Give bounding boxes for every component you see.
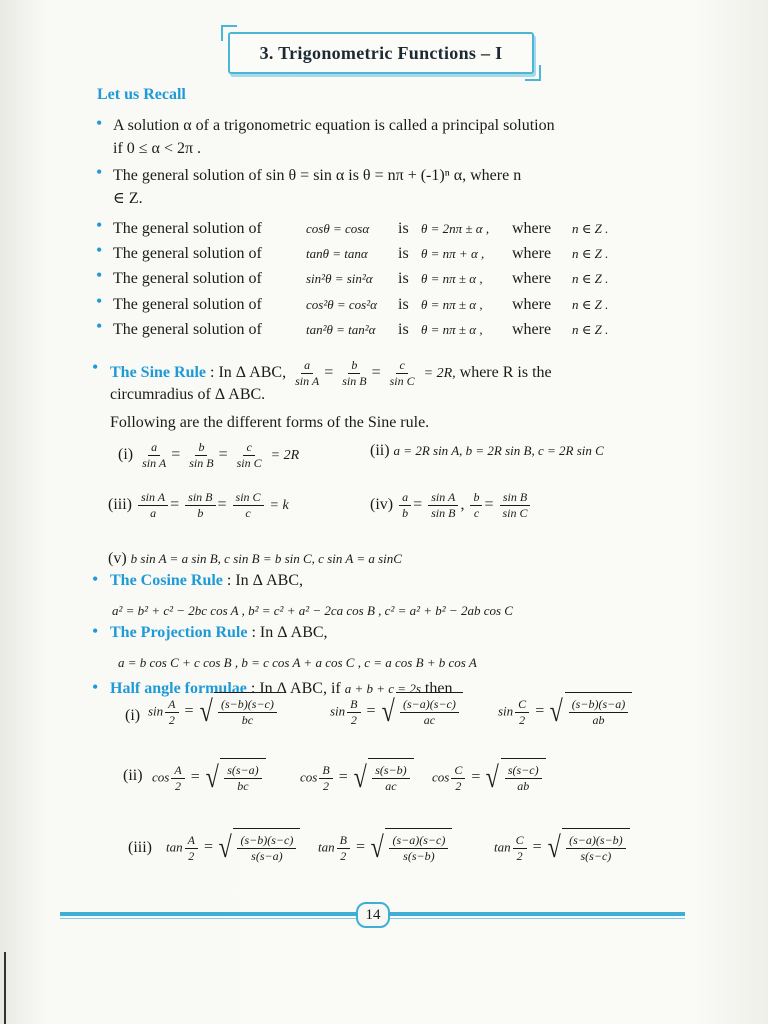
cosine-rule-term: The Cosine Rule xyxy=(110,572,223,589)
sine-form-iii: (iii) $\frac{\text{sin A}}{a}$ = $\frac{\text{sin B}}{b}$ = $\frac{\text{sin C}}{c}$ = k xyxy=(108,490,289,520)
half-angle-iii-formula: tan $\frac{A}{2}$ = √ $\frac{(s-b)(s-c)}{s(s-a)}$ xyxy=(166,828,300,868)
fraction: $\frac{\text{sin A}}{\text{sin B}}$ xyxy=(428,490,458,521)
sine-form-v: (v) b sin A = a sin B, c sin B = b sin C, c sin A = a sinC xyxy=(108,550,402,567)
general-solution-is: is xyxy=(398,220,409,237)
general-solution-equation: sin²θ = sin²α xyxy=(306,271,373,286)
square-root: √ $\frac{(s-a)(s-b)}{s(s-c)}$ xyxy=(546,828,630,868)
half-angle-iii-formula: tan $\frac{C}{2}$ = √ $\frac{(s-a)(s-b)}{s(s-c)}$ xyxy=(494,828,630,868)
fraction: $\frac{b}{\text{sin B}}$ xyxy=(342,358,367,388)
general-solution-is: is xyxy=(398,296,409,313)
fraction: $\frac{b}{\text{sin B}}$ xyxy=(189,440,214,470)
recall-principal-solution: A solution α of a trigonometric equation is called a principal solution xyxy=(113,117,555,134)
title-corner-ornament xyxy=(525,65,541,81)
recall-principal-range: if 0 ≤ α < 2π . xyxy=(113,140,202,157)
half-angle-label-iii: (iii) xyxy=(128,839,152,856)
title-corner-ornament xyxy=(221,25,237,41)
bullet-icon: • xyxy=(96,291,103,311)
sine-rule-rhs: = 2R, xyxy=(423,366,456,382)
general-solution-is: is xyxy=(398,245,409,262)
general-solution-where: where xyxy=(512,220,552,237)
fraction: $\frac{b}{c}$ xyxy=(470,490,482,521)
bullet-icon: • xyxy=(92,621,99,641)
sine-rule-term: The Sine Rule xyxy=(110,364,207,382)
bullet-icon: • xyxy=(96,113,103,133)
sine-form-i: (i) $\frac{a}{\text{sin A}}$ = $\frac{b}{\text{sin B}}$ = $\frac{c}{\text{sin C}}$ = 2R xyxy=(118,440,300,470)
general-solution-value: θ = nπ + α , xyxy=(421,246,485,261)
general-solution-lead: The general solution of xyxy=(113,220,262,237)
general-solution-equation: cosθ = cosα xyxy=(306,221,370,236)
fraction: $\frac{a}{\text{sin A}}$ xyxy=(295,358,320,388)
half-angle-i-formula: sin $\frac{A}{2}$ = √ $\frac{(s-b)(s-c)}{bc}$ xyxy=(148,692,281,732)
cosine-rule-formula: a² = b² + c² − 2bc cos A , b² = c² + a² − 2ca cos B , c² = a² + b² − 2ab cos C xyxy=(112,603,513,618)
general-solution-value: θ = nπ ± α , xyxy=(421,271,483,286)
fraction: $\frac{A}{2}$ xyxy=(185,833,198,864)
fraction: $\frac{B}{2}$ xyxy=(337,833,350,864)
sine-rule-circumradius: circumradius of Δ ABC. xyxy=(110,386,266,403)
fraction: $\frac{c}{\text{sin C}}$ xyxy=(236,440,262,470)
projection-rule-formula: a = b cos C + c cos B , b = c cos A + a cos C , c = a cos B + b cos A xyxy=(118,655,477,670)
fraction: $\frac{C}{2}$ xyxy=(451,763,465,794)
half-angle-label-ii: (ii) xyxy=(123,767,143,784)
bullet-icon: • xyxy=(92,569,99,589)
chapter-title: 3. Trigonometric Functions – I xyxy=(259,42,503,63)
general-solution-where: where xyxy=(512,245,552,262)
half-angle-iii-formula: tan $\frac{B}{2}$ = √ $\frac{(s-a)(s-c)}{s(s-b)}$ xyxy=(318,828,452,868)
square-root: √ $\frac{(s-a)(s-c)}{ac}$ xyxy=(380,692,463,732)
half-angle-term: Half angle formulae xyxy=(110,680,247,697)
sine-rule-forms-intro: Following are the different forms of the Sine rule. xyxy=(110,414,430,431)
general-solution-condition: n ∈ Z . xyxy=(572,271,609,286)
sine-form-iv: (iv) $\frac{a}{b}$ = $\frac{\text{sin A}}{\text{sin B}}$ , $\frac{b}{c}$ = $\frac{\text{sin B}}{\text{sin C}}$ xyxy=(370,490,533,521)
square-root: √ $\frac{s(s-a)}{bc}$ xyxy=(204,758,266,798)
half-angle-ii-formula: cos $\frac{C}{2}$ = √ $\frac{s(s-c)}{ab}$ xyxy=(432,758,546,798)
fraction: $\frac{B}{2}$ xyxy=(347,697,360,728)
fraction: $\frac{a}{\text{sin A}}$ xyxy=(142,440,167,470)
general-solution-equation: tanθ = tanα xyxy=(306,246,368,261)
fraction: $\frac{B}{2}$ xyxy=(319,763,332,794)
general-solution-condition: n ∈ Z . xyxy=(572,297,609,312)
fraction: $\frac{A}{2}$ xyxy=(171,763,184,794)
section-heading: Let us Recall xyxy=(97,86,186,103)
sine-rule-statement: The Sine Rule : In Δ ABC, $\frac{a}{\text{sin A}}$ = $\frac{b}{\text{sin B}}$ = $\frac{c}{\text{sin C}}$ = 2R, where R is the xyxy=(110,358,552,388)
sine-rule-intro: : In Δ ABC, xyxy=(210,364,287,382)
half-angle-i-formula: sin $\frac{B}{2}$ = √ $\frac{(s-a)(s-c)}{ac}$ xyxy=(330,692,463,732)
cosine-rule-heading: The Cosine Rule : In Δ ABC, xyxy=(110,572,303,589)
projection-rule-heading: The Projection Rule : In Δ ABC, xyxy=(110,624,328,641)
bullet-icon: • xyxy=(92,677,99,697)
general-solution-is: is xyxy=(398,270,409,287)
bullet-icon: • xyxy=(96,240,103,260)
fraction: $\frac{C}{2}$ xyxy=(513,833,527,864)
square-root: √ $\frac{(s-a)(s-c)}{s(s-b)}$ xyxy=(369,828,452,868)
chapter-title-box xyxy=(228,32,534,74)
half-angle-label-i: (i) xyxy=(125,707,141,724)
general-solution-where: where xyxy=(512,321,552,338)
bullet-icon: • xyxy=(92,357,99,377)
sine-form-ii: (ii) a = 2R sin A, b = 2R sin B, c = 2R sin C xyxy=(370,442,604,459)
fraction: $\frac{\text{sin B}}{\text{sin C}}$ xyxy=(500,490,531,521)
general-solution-equation: tan²θ = tan²α xyxy=(306,322,376,337)
general-solution-lead: The general solution of xyxy=(113,270,262,287)
square-root: √ $\frac{(s-b)(s-c)}{bc}$ xyxy=(198,692,281,732)
half-angle-i-formula: sin $\frac{C}{2}$ = √ $\frac{(s-b)(s-a)}{ab}$ xyxy=(498,692,632,732)
fraction: $\frac{\text{sin A}}{a}$ xyxy=(138,490,168,521)
square-root: √ $\frac{s(s-b)}{ac}$ xyxy=(352,758,414,798)
half-angle-heading: Half angle formulae : In Δ ABC, if a + b + c = 2s then xyxy=(110,680,453,697)
recall-sine-general-cont: ∈ Z. xyxy=(113,190,143,207)
general-solution-value: θ = nπ ± α , xyxy=(421,297,483,312)
fraction: $\frac{A}{2}$ xyxy=(165,697,178,728)
bullet-icon: • xyxy=(96,215,103,235)
square-root: √ $\frac{s(s-c)}{ab}$ xyxy=(484,758,545,798)
recall-sine-general: The general solution of sin θ = sin α is θ = nπ + (-1)ⁿ α, where n xyxy=(113,167,522,184)
general-solution-lead: The general solution of xyxy=(113,245,262,262)
sine-rule-tail: where R is the xyxy=(459,364,552,382)
fraction: $\frac{\text{sin B}}{b}$ xyxy=(185,490,215,521)
general-solution-condition: n ∈ Z . xyxy=(572,246,609,261)
general-solution-is: is xyxy=(398,321,409,338)
fraction: $\frac{c}{\text{sin C}}$ xyxy=(389,358,415,388)
general-solution-value: θ = nπ ± α , xyxy=(421,322,483,337)
projection-rule-term: The Projection Rule xyxy=(110,624,248,641)
fraction: $\frac{C}{2}$ xyxy=(515,697,529,728)
general-solution-where: where xyxy=(512,270,552,287)
fraction: $\frac{\text{sin C}}{c}$ xyxy=(233,490,264,521)
general-solution-condition: n ∈ Z . xyxy=(572,221,609,236)
general-solution-lead: The general solution of xyxy=(113,321,262,338)
page-number: 14 xyxy=(356,902,390,928)
square-root: √ $\frac{(s-b)(s-c)}{s(s-a)}$ xyxy=(217,828,300,868)
half-angle-ii-formula: cos $\frac{A}{2}$ = √ $\frac{s(s-a)}{bc}$ xyxy=(152,758,266,798)
bullet-icon: • xyxy=(96,316,103,336)
general-solution-condition: n ∈ Z . xyxy=(572,322,609,337)
half-angle-ii-formula: cos $\frac{B}{2}$ = √ $\frac{s(s-b)}{ac}$ xyxy=(300,758,414,798)
square-root: √ $\frac{(s-b)(s-a)}{ab}$ xyxy=(548,692,632,732)
bullet-icon: • xyxy=(96,265,103,285)
margin-rule xyxy=(4,952,6,1024)
fraction: $\frac{a}{b}$ xyxy=(399,490,411,521)
general-solution-where: where xyxy=(512,296,552,313)
general-solution-value: θ = 2nπ ± α , xyxy=(421,221,490,236)
bullet-icon: • xyxy=(96,162,103,182)
general-solution-lead: The general solution of xyxy=(113,296,262,313)
general-solution-equation: cos²θ = cos²α xyxy=(306,297,377,312)
